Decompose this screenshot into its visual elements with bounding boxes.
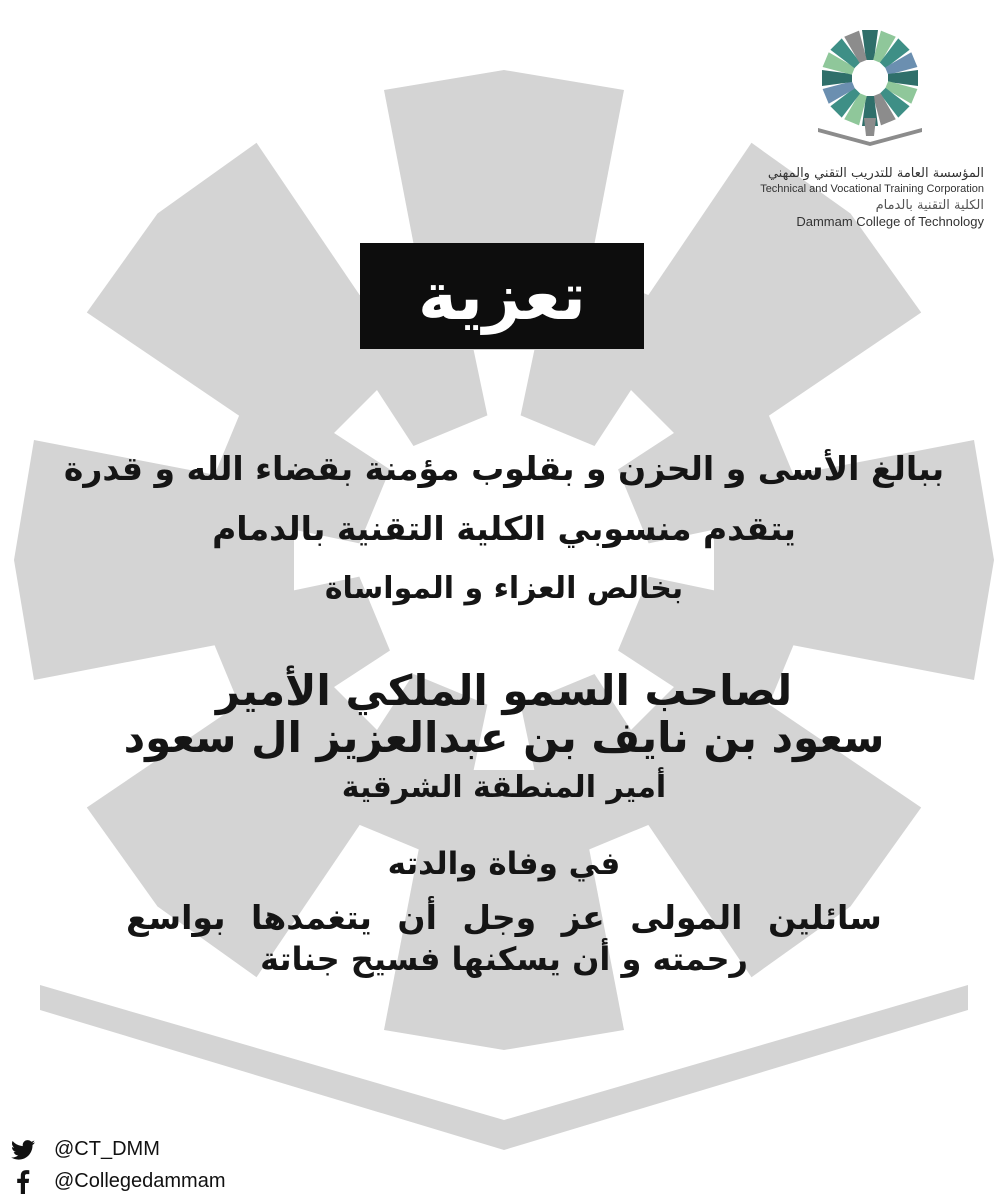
twitter-handle-row — [10, 1138, 160, 1161]
message-line-8: سائلين المولى عز وجل أن يتغمدها بواسع — [126, 898, 882, 937]
organization-name-english: Technical and Vocational Training Corporation — [760, 183, 984, 195]
message-line-2: يتقدم منسوبي الكلية التقنية بالدمام — [212, 509, 796, 548]
organization-name-block — [724, 166, 984, 230]
facebook-handle-text: @Collegedammam — [54, 1170, 226, 1192]
message-line-3: بخالص العزاء و المواساة — [324, 571, 684, 606]
tvtc-logo — [814, 22, 926, 150]
title-banner — [360, 243, 644, 349]
facebook-handle-row — [10, 1170, 225, 1193]
honoree-name: سعود بن نايف بن عبدالعزيز ال سعود — [123, 713, 885, 762]
organization-name-arabic: المؤسسة العامة للتدريب التقني والمهني — [767, 166, 984, 181]
honoree-title: لصاحب السمو الملكي الأمير — [215, 666, 793, 715]
college-name-english: Dammam College of Technology — [796, 214, 984, 229]
facebook-f-icon — [10, 1171, 36, 1193]
message-line-1: ببالغ الأسى و الحزن و بقلوب مؤمنة بقضاء الله و قدرة — [63, 449, 945, 488]
title-text: تعزية — [418, 257, 586, 335]
message-line-7: في وفاة والدته — [387, 846, 621, 882]
twitter-handle-text: @CT_DMM — [54, 1138, 160, 1160]
twitter-bird-icon — [10, 1139, 36, 1161]
message-line-9: رحمته و أن يسكنها فسيح جناتة — [260, 940, 748, 978]
college-name-arabic: الكلية التقنية بالدمام — [875, 198, 984, 213]
honoree-position: أمير المنطقة الشرقية — [341, 770, 667, 805]
